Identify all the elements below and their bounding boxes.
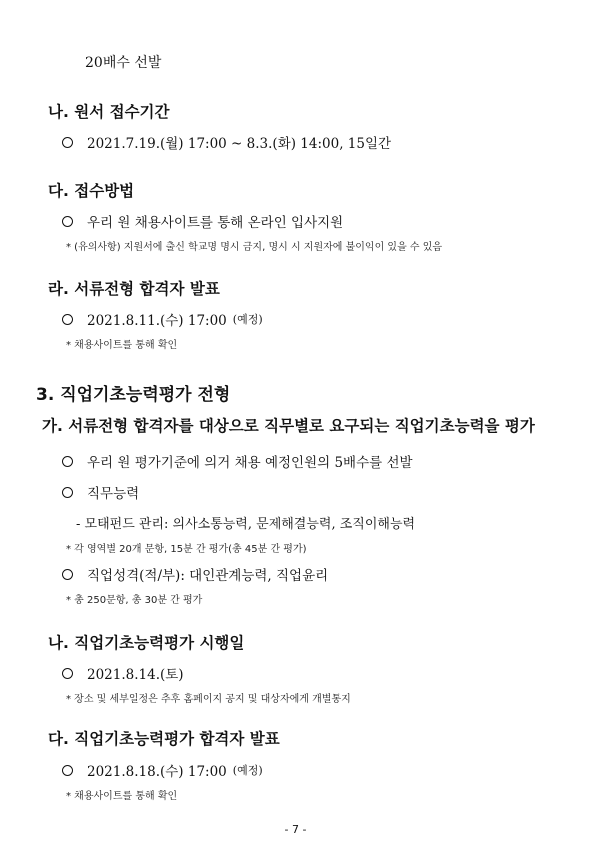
circle-bullet-icon (62, 137, 73, 148)
heading-application-method: 다. 접수방법 (48, 182, 135, 200)
evaluation-date-text: 2021.8.14.(토) (87, 667, 184, 683)
list-item (62, 760, 263, 780)
list-item (62, 211, 343, 231)
expected-tag: (예정) (232, 313, 263, 326)
note-text: * 장소 및 세부일정은 추후 홈페이지 공지 및 대상자에게 개별통지 (66, 694, 351, 705)
continuation-text: 20배수 선발 (85, 55, 162, 71)
circle-bullet-icon (62, 456, 73, 467)
page-number: - 7 - (284, 823, 307, 836)
note-text: * 총 250문항, 총 30분 간 평가 (66, 595, 203, 606)
sub-item-text: - 모태펀드 관리: 의사소통능력, 문제해결능력, 조직이해능력 (76, 517, 416, 532)
circle-bullet-icon (62, 569, 73, 580)
heading-evaluation-date: 나. 직업기초능력평가 시행일 (48, 634, 245, 652)
note-text: * 채용사이트를 통해 확인 (66, 791, 178, 802)
section-title: 3. 직업기초능력평가 전형 (36, 385, 231, 405)
application-period-text: 2021.7.19.(월) 17:00 ~ 8.3.(화) 14:00, 15일간 (87, 136, 392, 152)
list-item (62, 309, 263, 329)
circle-bullet-icon (62, 668, 73, 679)
job-competency-text: 직무능력 (87, 486, 140, 502)
list-item (62, 132, 391, 152)
note-text: * 채용사이트를 통해 확인 (66, 340, 178, 351)
circle-bullet-icon (62, 314, 73, 325)
list-item (62, 663, 184, 683)
circle-bullet-icon (62, 216, 73, 227)
expected-tag: (예정) (232, 764, 263, 777)
aptitude-text: 직업성격(적/부): 대인관계능력, 직업윤리 (87, 568, 329, 584)
evaluation-result-date: 2021.8.18.(수) 17:00 (87, 764, 227, 780)
application-method-text: 우리 원 채용사이트를 통해 온라인 입사지원 (87, 215, 344, 231)
circle-bullet-icon (62, 765, 73, 776)
caution-note: * (유의사항) 지원서에 출신 학교명 명시 금지, 명시 시 지원자에 불이익이 있을 수 있음 (66, 242, 443, 253)
note-text: * 각 영역별 20개 문항, 15분 간 평가(총 45분 간 평가) (66, 544, 307, 555)
heading-application-period: 나. 원서 접수기간 (48, 103, 170, 121)
list-item (62, 564, 328, 584)
document-result-date: 2021.8.11.(수) 17:00 (87, 313, 227, 329)
list-item (62, 451, 413, 471)
heading-evaluation-result: 다. 직업기초능력평가 합격자 발표 (48, 730, 280, 748)
list-item (62, 482, 139, 502)
selection-criteria-text: 우리 원 평가기준에 의거 채용 예정인원의 5배수를 선발 (87, 455, 413, 471)
circle-bullet-icon (62, 487, 73, 498)
heading-document-result: 라. 서류전형 합격자 발표 (48, 280, 220, 298)
heading-evaluation-target: 가. 서류전형 합격자를 대상으로 직무별로 요구되는 직업기초능력을 평가 (42, 417, 535, 435)
